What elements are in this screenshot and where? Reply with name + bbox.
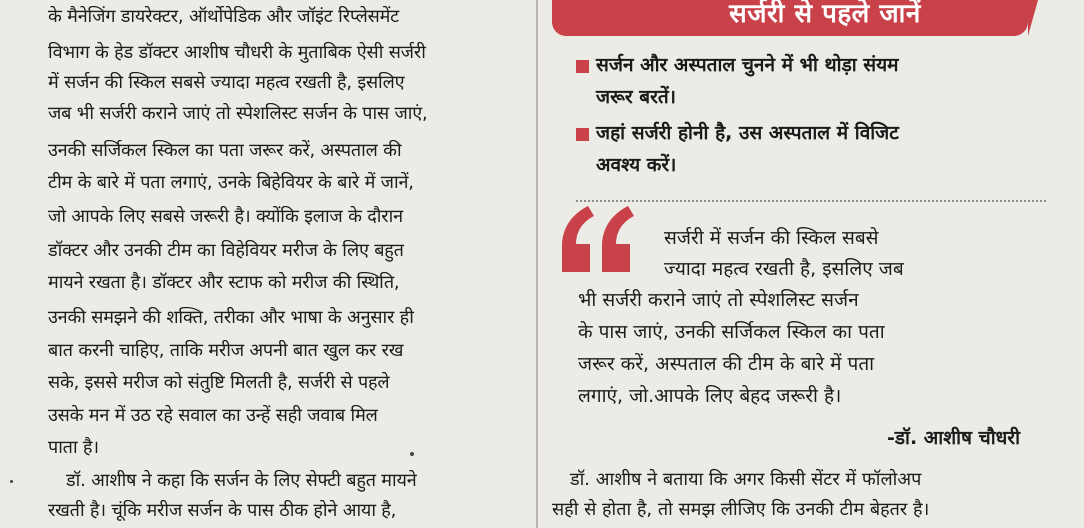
sidebar-box [552,0,1084,528]
article-line: जो आपके लिए सबसे जरूरी है। क्योंकि इलाज के दौरान [48,206,403,227]
bullet-square-icon [576,60,589,73]
banner-tip [1028,0,1038,36]
tip-line: जरूर बरतें। [596,86,676,108]
column-divider [536,0,538,528]
print-speck [10,480,13,483]
quote-mark-icon [558,200,638,276]
article-line: मायने रखता है। डॉक्टर और स्टाफ को मरीज की स्थिति, [48,272,400,293]
article-line: के मैनेजिंग डायरेक्टर, ऑर्थोपेडिक और जॉइंट रिप्लेसमेंट [48,6,400,27]
article-line: उनकी समझने की शक्ति, तरीका और भाषा के अनुसार ही [48,307,414,328]
print-speck [410,452,414,456]
tip-line: जहां सर्जरी होनी है, उस अस्पताल में विजिट [596,122,899,144]
article-line: पाता है। [48,437,99,458]
article-line: रखती है। चूंकि मरीज सर्जन के पास ठीक होने आया है, [48,500,397,521]
quote-author: -डॉ. आशीष चौधरी [886,427,1020,449]
article-line: में सर्जन की स्किल सबसे ज्यादा महत्व रखती है, इसलिए [48,72,405,93]
quote-line: जरूर करें, अस्पताल की टीम के बारे में पता [578,353,875,375]
article-line: सके, इससे मरीज को संतुष्टि मिलती है, सर्जरी से पहले [48,372,390,393]
article-line: डॉ. आशीष ने कहा कि सर्जन के लिए सेफ्टी बहुत मायने [66,470,417,491]
bullet-square-icon [576,128,589,141]
article-line: बात करनी चाहिए, ताकि मरीज अपनी बात खुल कर रख [48,340,404,361]
article-line: उसके मन में उठ रहे सवाल का उन्हें सही जवाब मिल [48,405,378,426]
dotted-separator [576,200,1046,202]
sidebar-body-line: सही से होता है, तो समझ लीजिए कि उनकी टीम बेहतर है। [552,499,930,520]
quote-line: लगाएं, जो.आपके लिए बेहद जरूरी है। [578,385,842,407]
sidebar-banner-title: सर्जरी से पहले जानें [552,0,1028,36]
article-line: टीम के बारे में पता लगाएं, उनके बिहेवियर के बारे में जानें, [48,172,414,193]
article-line: जब भी सर्जरी कराने जाएं तो स्पेशलिस्ट सर्जन के पास जाएं, [48,103,428,124]
quote-line: भी सर्जरी कराने जाएं तो स्पेशलिस्ट सर्जन [578,289,859,311]
article-line: विभाग के हेड डॉक्टर आशीष चौधरी के मुताबिक ऐसी सर्जरी [48,42,426,63]
article-line: डॉक्टर और उनकी टीम का विहेवियर मरीज के लिए बहुत [48,240,404,261]
quote-line: ज्यादा महत्व रखती है, इसलिए जब [664,258,904,280]
sidebar-body-line: डॉ. आशीष ने बताया कि अगर किसी सेंटर में फॉलोअप [570,469,922,490]
tip-line: अवश्य करें। [596,154,677,176]
quote-line: के पास जाएं, उनकी सर्जिकल स्किल का पता [578,321,885,343]
quote-line: सर्जरी में सर्जन की स्किल सबसे [664,227,879,249]
article-line: उनकी सर्जिकल स्किल का पता जरूर करें, अस्पताल की [48,140,402,161]
tip-line: सर्जन और अस्पताल चुनने में भी थोड़ा संयम [596,54,899,76]
